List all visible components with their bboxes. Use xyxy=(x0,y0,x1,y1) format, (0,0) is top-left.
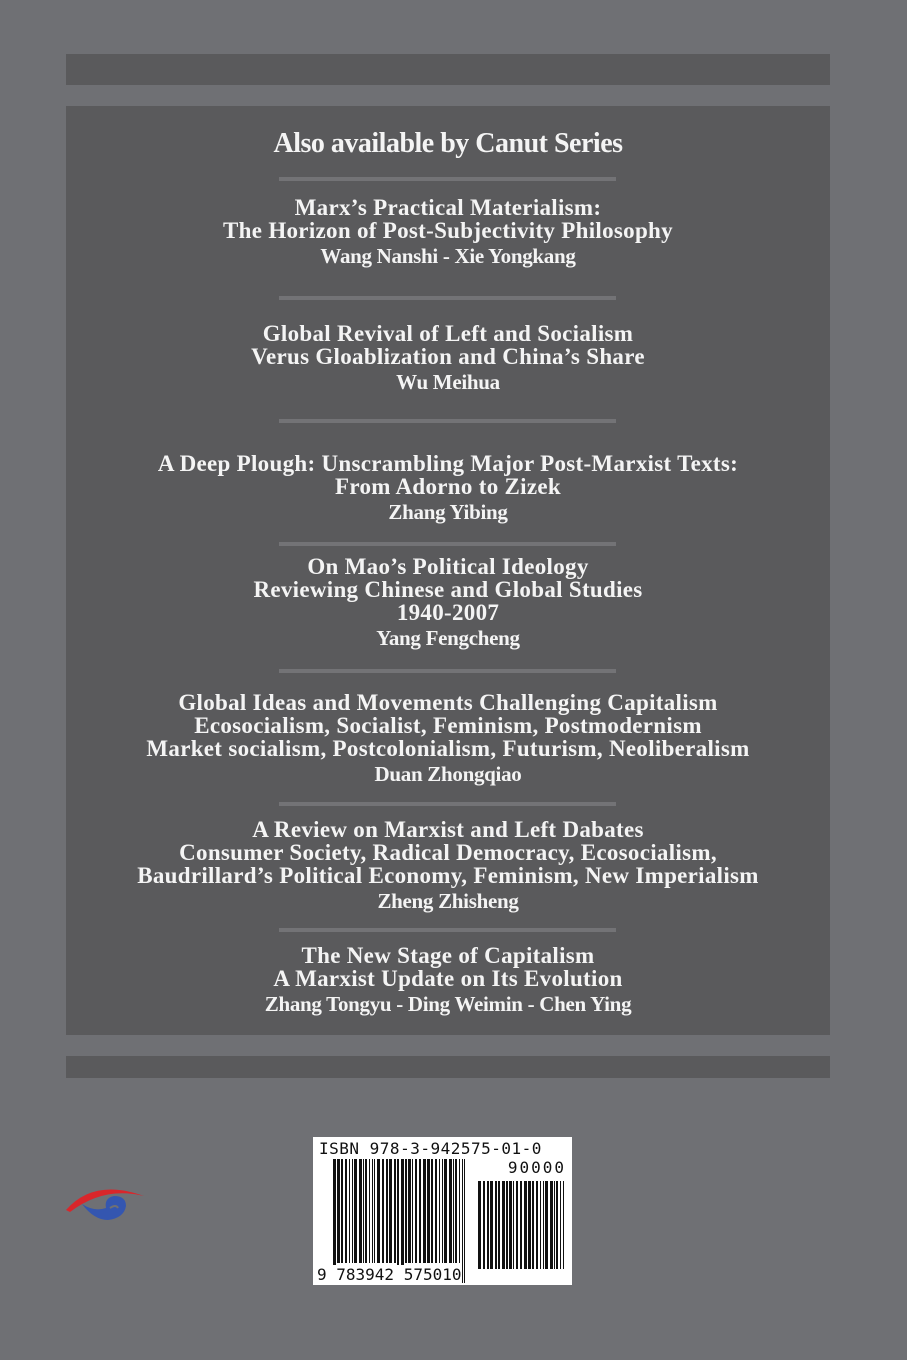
barcode-bar xyxy=(423,1159,426,1263)
barcode-bar xyxy=(369,1159,370,1263)
book-author: Zhang Tongyu - Ding Weimin - Chen Ying xyxy=(264,992,632,1016)
price-addon-text: 90000 xyxy=(507,1158,566,1177)
barcode-bar xyxy=(506,1181,508,1269)
separator xyxy=(279,542,616,546)
book-author: Wu Meihua xyxy=(396,370,500,394)
book-title-line: From Adorno to Zizek xyxy=(335,474,561,499)
barcode-bar xyxy=(478,1181,481,1269)
barcode-bar xyxy=(431,1159,433,1263)
barcode-bar xyxy=(389,1159,392,1263)
book-author: Zheng Zhisheng xyxy=(377,889,519,913)
book-entry xyxy=(66,196,830,269)
barcode-bar xyxy=(462,1159,463,1283)
book-title-line: The Horizon of Post-Subjectivity Philosophy xyxy=(223,218,673,243)
barcode-bar xyxy=(453,1159,454,1263)
book-title-line: Ecosocialism, Socialist, Feminism, Postmodernism xyxy=(194,713,702,738)
barcode-bar xyxy=(382,1159,384,1263)
book-title-line: 1940-2007 xyxy=(396,600,500,625)
barcode-bar xyxy=(516,1181,518,1269)
book-author: Zhang Yibing xyxy=(388,500,508,524)
barcode-bar xyxy=(377,1159,380,1263)
barcode-bar xyxy=(556,1181,558,1269)
book-entry xyxy=(66,452,830,525)
barcode-bar xyxy=(374,1159,375,1263)
book-title-line: Market socialism, Postcolonialism, Futurism, Neoliberalism xyxy=(146,736,750,761)
barcode-bar xyxy=(540,1181,541,1269)
book-title-line: Consumer Society, Radical Democracy, Ecosocialism, xyxy=(179,840,717,865)
barcode-bar xyxy=(363,1159,364,1263)
barcode-bar xyxy=(337,1159,340,1263)
barcode-bar xyxy=(560,1181,561,1269)
book-entry xyxy=(66,691,830,787)
barcode-bar xyxy=(563,1181,564,1269)
book-title-line: Reviewing Chinese and Global Studies xyxy=(253,577,643,602)
barcode-bar xyxy=(536,1181,538,1269)
barcode-bar xyxy=(412,1159,413,1263)
barcode-bar xyxy=(509,1181,512,1269)
barcode-bar xyxy=(550,1181,553,1269)
book-title-line: Global Revival of Left and Socialism xyxy=(262,321,634,346)
barcode-bar xyxy=(444,1159,447,1263)
separator xyxy=(279,802,616,806)
barcode-bar xyxy=(495,1181,497,1269)
barcode-bar xyxy=(352,1159,353,1263)
barcode-bar xyxy=(419,1159,421,1263)
book-author: Yang Fengcheng xyxy=(376,626,520,650)
barcode-bar xyxy=(543,1181,544,1269)
book-entry xyxy=(66,818,830,914)
barcode-bar xyxy=(372,1159,373,1263)
barcode-bar xyxy=(483,1181,485,1269)
barcode-bar xyxy=(341,1159,343,1263)
barcode-bar xyxy=(464,1159,465,1283)
bottom-band xyxy=(66,1056,830,1078)
barcode-bar xyxy=(524,1181,527,1269)
book-entry xyxy=(66,322,830,395)
barcode-bar xyxy=(487,1181,489,1269)
barcode-bar xyxy=(349,1159,350,1263)
book-title-line: Baudrillard’s Political Economy, Feminism, New Imperialism xyxy=(137,863,759,888)
barcode-bar xyxy=(415,1159,417,1263)
barcode-bar xyxy=(459,1159,460,1263)
book-title-line: A Deep Plough: Unscrambling Major Post-Marxist Texts: xyxy=(157,451,739,476)
barcode-bar xyxy=(532,1181,534,1269)
barcode-bar xyxy=(405,1159,407,1263)
series-heading: Also available by Canut Series xyxy=(273,128,623,159)
barcode-bar xyxy=(545,1181,548,1269)
book-title-line: The New Stage of Capitalism xyxy=(301,943,595,968)
top-band xyxy=(66,54,830,85)
barcode-bar xyxy=(408,1159,411,1263)
barcode-bar xyxy=(498,1181,500,1269)
isbn-barcode xyxy=(313,1137,572,1285)
barcode-bar xyxy=(354,1159,357,1263)
barcode-bar xyxy=(359,1159,362,1263)
separator xyxy=(279,296,616,300)
separator xyxy=(279,669,616,673)
barcode-bar xyxy=(386,1159,388,1263)
book-title-line: Marx’s Practical Materialism: xyxy=(294,195,602,220)
barcode-bar xyxy=(439,1159,440,1263)
barcode-bar xyxy=(394,1159,396,1263)
ean-text: 9 783942 575010 xyxy=(317,1265,462,1284)
barcode-bar xyxy=(513,1181,514,1269)
book-title-line: Verus Gloablization and China’s Share xyxy=(251,344,645,369)
book-title-line: A Review on Marxist and Left Dabates xyxy=(252,817,644,842)
barcode-bar xyxy=(502,1181,505,1269)
book-entry xyxy=(66,944,830,1017)
separator xyxy=(279,928,616,932)
barcode-bar xyxy=(520,1181,522,1269)
barcode-bar xyxy=(435,1159,437,1263)
book-title-line: Global Ideas and Movements Challenging Capitalism xyxy=(178,690,718,715)
barcode-bar xyxy=(449,1159,452,1263)
isbn-text: ISBN 978-3-942575-01-0 xyxy=(319,1139,542,1158)
barcode-bar xyxy=(554,1181,555,1269)
separator xyxy=(279,177,616,181)
barcode-bar xyxy=(427,1159,430,1263)
separator xyxy=(279,419,616,423)
publisher-logo-icon xyxy=(64,1182,146,1228)
book-title-line: A Marxist Update on Its Evolution xyxy=(273,966,623,991)
barcode-bar xyxy=(365,1159,367,1263)
book-author: Duan Zhongqiao xyxy=(374,762,522,786)
book-title-line: On Mao’s Political Ideology xyxy=(307,554,589,579)
book-entry xyxy=(66,555,830,651)
barcode-bar xyxy=(345,1159,347,1263)
book-author: Wang Nanshi - Xie Yongkang xyxy=(320,244,576,268)
barcode-bar xyxy=(455,1159,457,1263)
barcode-bars xyxy=(313,1137,572,1285)
barcode-bar xyxy=(442,1159,443,1263)
barcode-bar xyxy=(528,1181,531,1269)
barcode-bar xyxy=(490,1181,493,1269)
